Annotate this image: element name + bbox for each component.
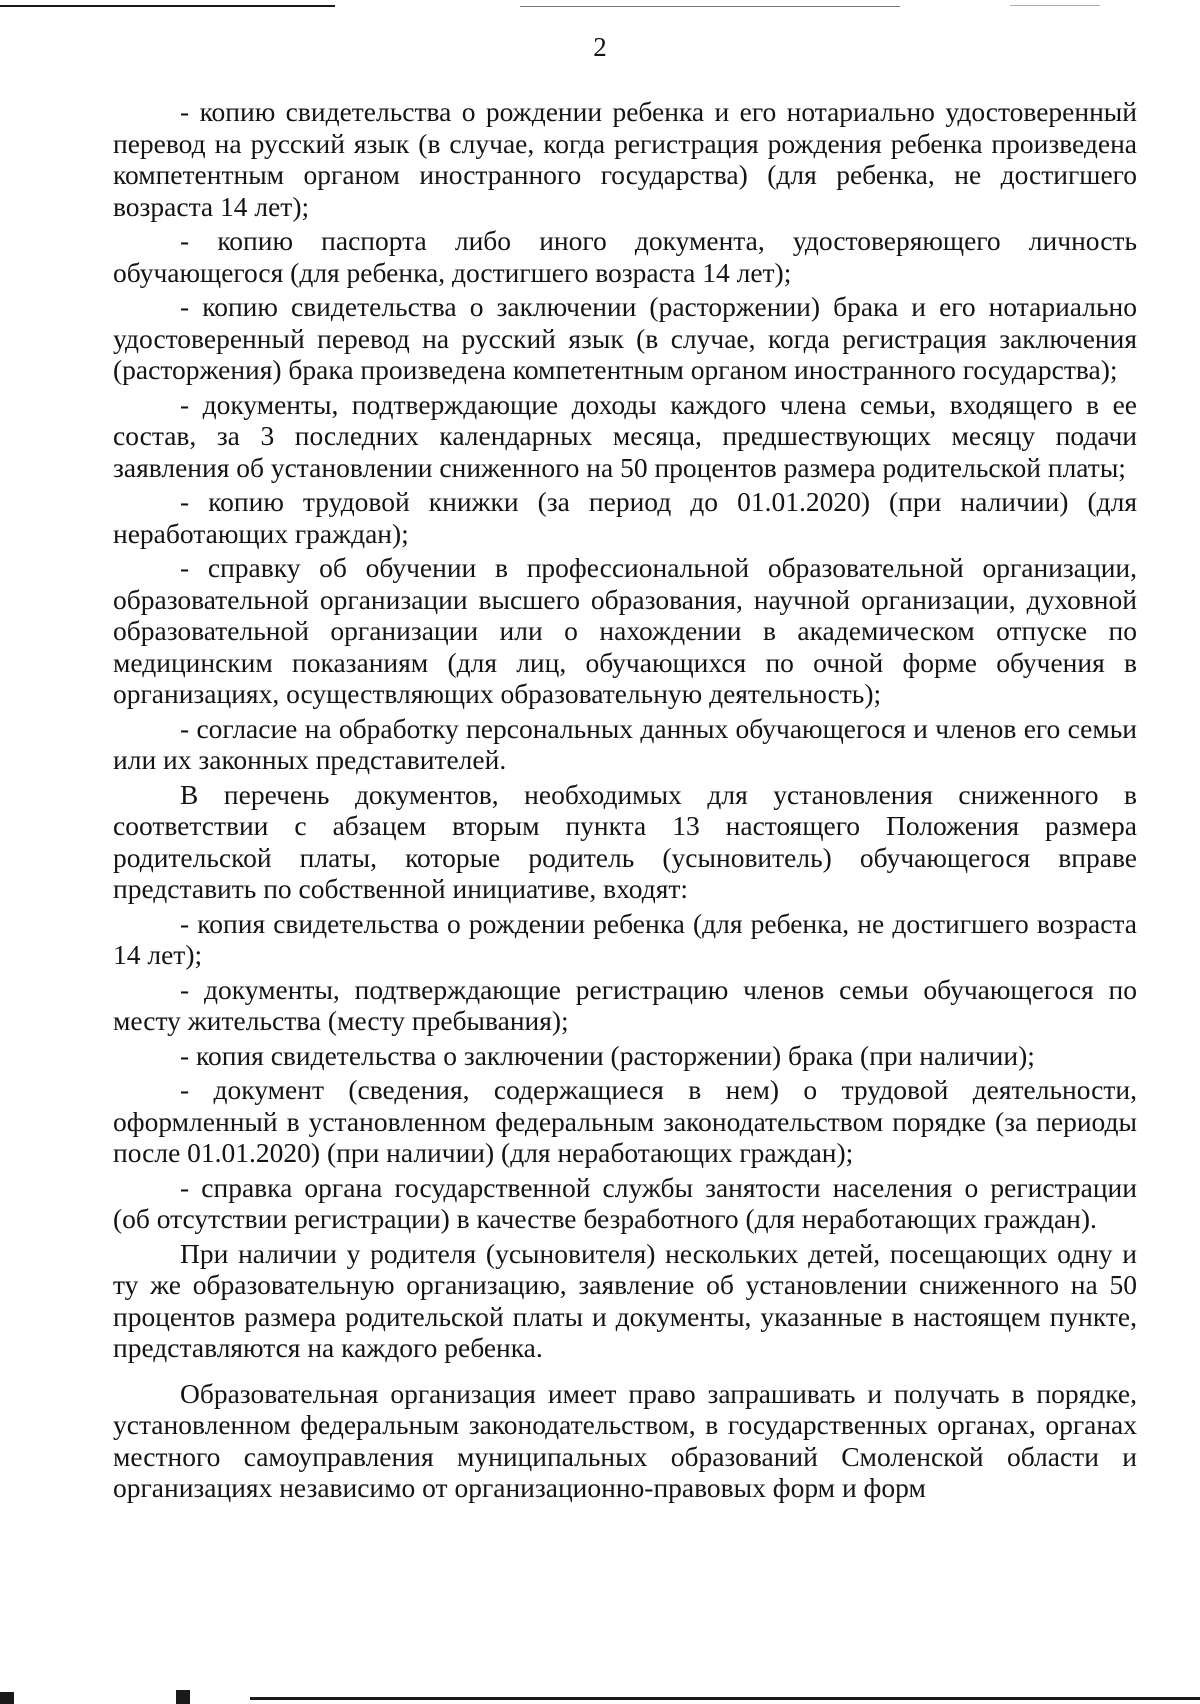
paragraph-personal-data-consent: - согласие на обработку персональных данных обучающегося и членов его семьи или их законных представителей. — [113, 712, 1137, 775]
paragraph-registration-documents: - документы, подтверждающие регистрацию членов семьи обучающегося по месту жительства (месту пребывания); — [113, 973, 1137, 1036]
document-body — [113, 96, 1137, 1504]
paragraph-marriage-certificate-copy: - копия свидетельства о заключении (расторжении) брака (при наличии); — [180, 1039, 1035, 1071]
paragraph-birth-certificate: - копию свидетельства о рождении ребенка и его нотариально удостоверенный перевод на русский язык (в случае, когда регистрация рождения ребенка произведена компетентным органом иностранного государства) (для ребенка, не достигшего возраста 14 лет); — [113, 96, 1137, 222]
paragraph-employment-service-certificate: - справка органа государственной службы занятости населения о регистрации (об отсутствии регистрации) в качестве безработного (для неработающих граждан). — [113, 1171, 1137, 1234]
paragraph-study-certificate: - справку об обучении в профессиональной образовательной организации, образовательной организации высшего образования, научной организации, духовной образовательной организации или о нахождении в академическом отпуске по медицинским показаниям (для лиц, обучающихся по очной форме обучения в организациях, осуществляющих образовательную деятельность); — [113, 552, 1137, 709]
scan-artifact-top-left — [0, 5, 335, 7]
paragraph-multiple-children: При наличии у родителя (усыновителя) нескольких детей, посещающих одну и ту же образовательную организацию, заявление об установлении сниженного на 50 процентов размера родительской платы и документы, указанные в настоящем пункте, представляются на каждого ребенка. — [113, 1237, 1137, 1363]
paragraph-marriage-certificate: - копию свидетельства о заключении (расторжении) брака и его нотариально удостоверенный перевод на русский язык (в случае, когда регистрация заключения (расторжения) брака произведена компетентным органом иностранного государства); — [113, 291, 1137, 385]
scan-artifact-top-center — [520, 6, 900, 7]
paragraph-labor-activity-document: - документ (сведения, содержащиеся в нем) о трудовой деятельности, оформленный в установленном федеральным законодательством порядке (за периоды после 01.01.2020) (при наличии) (для неработающих граждан); — [113, 1074, 1137, 1168]
scan-artifact-top-right — [1010, 5, 1100, 6]
scan-artifact-bottom-left — [0, 1692, 14, 1704]
paragraph-optional-documents-intro: В перечень документов, необходимых для установления сниженного в соответствии с абзацем вторым пункта 13 настоящего Положения размера родительской платы, которые родитель (усыновитель) обучающегося вправе представить по собственной инициативе, входят: — [113, 778, 1137, 904]
paragraph-employment-book: - копию трудовой книжки (за период до 01.01.2020) (при наличии) (для неработающих граждан); — [113, 486, 1137, 549]
paragraph-birth-certificate-copy: - копия свидетельства о рождении ребенка (для ребенка, не достигшего возраста 14 лет); — [113, 907, 1137, 970]
paragraph-income-documents: - документы, подтверждающие доходы каждого члена семьи, входящего в ее состав, за 3 последних календарных месяца, предшествующих месяцу подачи заявления об установлении сниженного на 50 процентов размера родительской платы; — [113, 388, 1137, 483]
page-number: 2 — [593, 32, 607, 62]
paragraph-passport: - копию паспорта либо иного документа, удостоверяющего личность обучающегося (для ребенка, достигшего возраста 14 лет); — [113, 225, 1137, 288]
scan-artifact-bottom-mark — [176, 1690, 190, 1704]
scan-artifact-bottom — [250, 1697, 1200, 1700]
paragraph-organization-rights: Образовательная организация имеет право запрашивать и получать в порядке, установленном федеральным законодательством, в государственных органах, органах местного самоуправления муниципальных образований Смоленской области и организациях независимо от организационно-правовых форм и форм — [113, 1377, 1137, 1503]
